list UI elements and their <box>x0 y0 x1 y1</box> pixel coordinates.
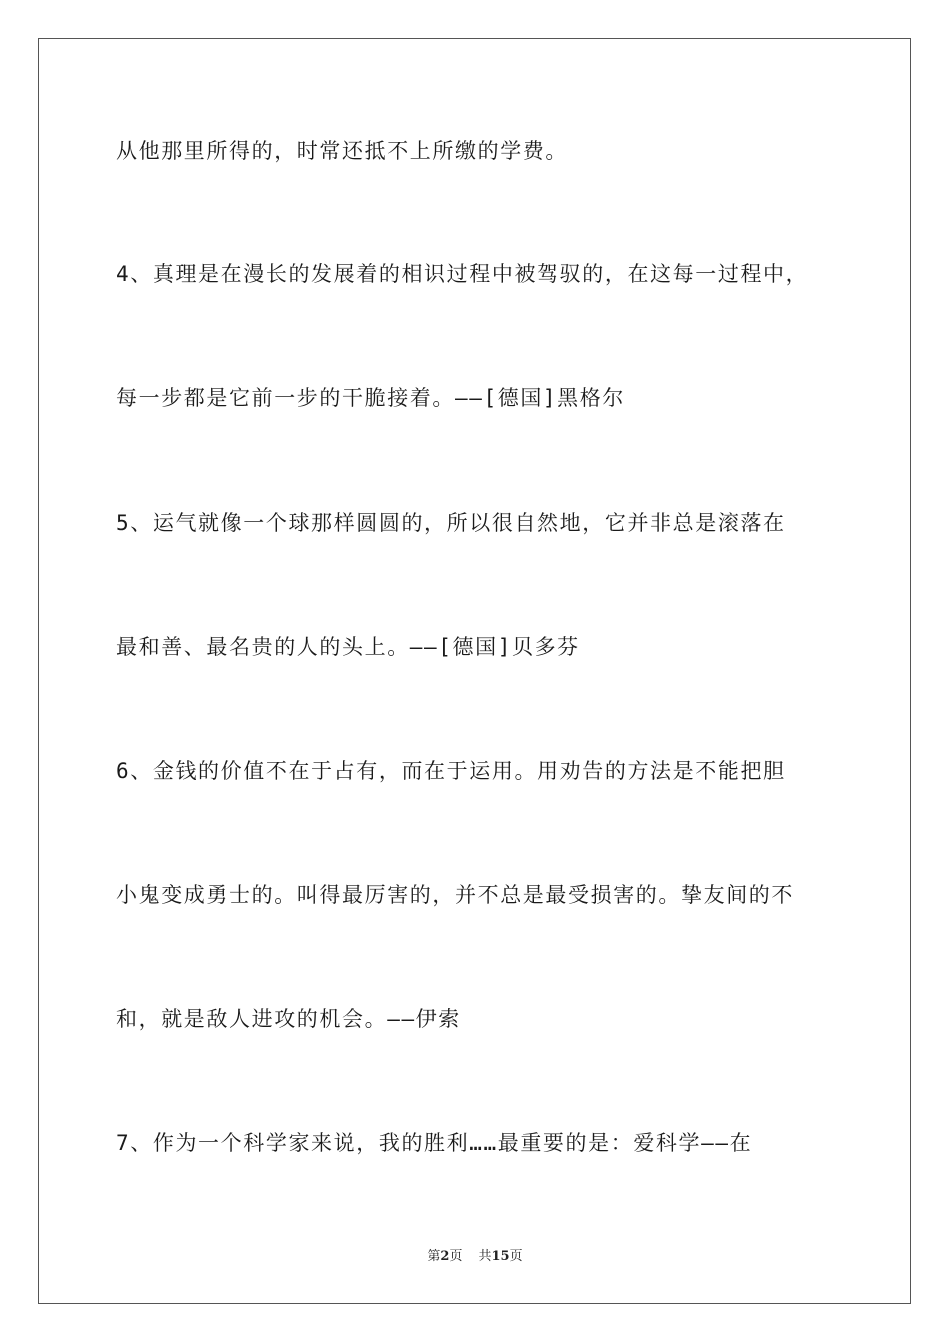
page-suffix: 页 <box>449 1249 463 1264</box>
page-number: 2 <box>440 1249 450 1264</box>
text-line: 每一步都是它前一步的干脆接着。——[德国]黑格尔 <box>116 386 625 410</box>
text-line: 和，就是敌人进攻的机会。——伊索 <box>116 1007 461 1031</box>
total-pages: 15 <box>491 1249 510 1264</box>
text-line: 4、真理是在漫长的发展着的相识过程中被驾驭的，在这每一过程中， <box>116 262 809 286</box>
total-suffix: 页 <box>509 1249 523 1264</box>
page-footer <box>0 1248 950 1266</box>
text-line: 6、金钱的价值不在于占有，而在于运用。用劝告的方法是不能把胆 <box>116 759 786 783</box>
text-line: 最和善、最名贵的人的头上。——[德国]贝多芬 <box>116 635 580 659</box>
total-prefix: 共 <box>478 1249 492 1264</box>
text-line: 7、作为一个科学家来说，我的胜利……最重要的是：爱科学——在 <box>116 1131 753 1155</box>
text-line: 小鬼变成勇士的。叫得最厉害的，并不总是最受损害的。挚友间的不 <box>116 883 794 907</box>
text-line: 5、运气就像一个球那样圆圆的，所以很自然地，它并非总是滚落在 <box>116 511 786 535</box>
page-prefix: 第 <box>427 1249 441 1264</box>
page-border <box>38 38 911 1304</box>
text-line: 从他那里所得的，时常还抵不上所缴的学费。 <box>116 139 568 163</box>
